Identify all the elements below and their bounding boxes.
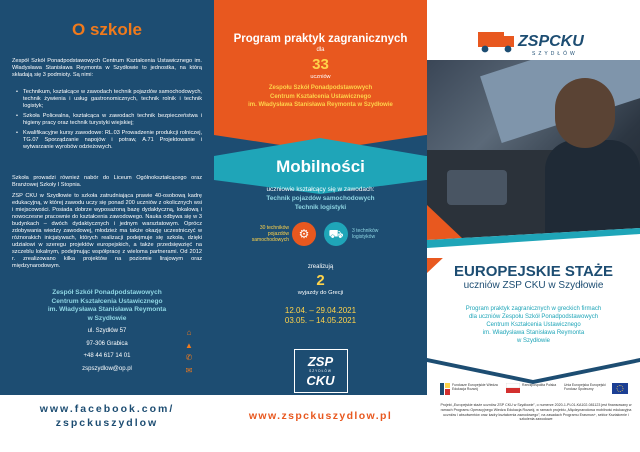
date-range: 12.04. – 29.04.2021 <box>284 306 357 315</box>
poland-flag-icon <box>506 383 520 393</box>
profession-item: Technik logistyki <box>294 203 347 211</box>
pl-logo-text: Rzeczpospolita Polska <box>522 383 557 387</box>
phone-icon: ✆ <box>185 353 193 362</box>
truck-icon <box>474 24 614 60</box>
ue-logo-text: Unia Europejska Europejski Fundusz Społeczny <box>564 383 606 391</box>
desc-line: im. Władysława Stanisława Reymonta <box>482 330 585 336</box>
contact-icons <box>184 328 196 375</box>
stat-line: samochodowych <box>251 237 289 243</box>
about-para-2: Szkoła prowadzi również nabór do Liceum Ogólnokształcącego oraz Branżowej Szkoły I Stopnia. <box>12 175 202 188</box>
program-title: Program praktyk zagranicznych <box>233 33 408 45</box>
email-line[interactable]: zspszydlow@op.pl <box>82 365 132 372</box>
stat-line: 3 techników <box>352 228 379 234</box>
ue-logo <box>564 383 630 399</box>
program-for: dla <box>316 47 325 53</box>
school-line: Centrum Kształcenia Ustawicznego <box>269 93 372 100</box>
desc-line: Centrum Kształcenia Ustawicznego <box>486 322 581 328</box>
mobility-title: Mobilności <box>276 157 365 176</box>
forklift-icon: ⛟ <box>324 222 348 246</box>
school-line: Centrum Kształcenia Ustawicznego <box>51 297 163 305</box>
cover-description <box>427 305 640 345</box>
desc-line: dla uczniów Zespołu Szkół Ponadpodstawowych <box>468 314 599 320</box>
about-intro: Zespół Szkół Ponadpodstawowych Centrum Kształcenia Ustawicznego im. Władysława Stanisława Reymonta w Szydłowie to jednostka, na którą składają się 3 podmioty. Są nimi: <box>12 58 202 78</box>
logo-cku: CKU <box>306 373 335 388</box>
location-icon: ⌂ <box>186 328 192 337</box>
school-line: im. Władysława Stanisława Reymonta <box>47 306 167 314</box>
facebook-line: zspckuszydlow <box>55 417 159 429</box>
student-count: 33 <box>312 56 329 73</box>
facebook-link[interactable] <box>0 402 214 430</box>
pl-logo <box>506 383 560 399</box>
address-line: ul. Szydłów 57 <box>87 328 127 334</box>
photo-engine-part <box>447 170 507 205</box>
teal-wave <box>427 228 640 258</box>
trips-label: wyjazdy do Grecji <box>297 290 344 296</box>
school-logo <box>294 349 348 393</box>
gears-icon: ⚙ <box>292 222 316 246</box>
about-column <box>0 0 214 395</box>
mail-icon: ✉ <box>185 365 193 375</box>
students-label: uczniów <box>310 74 331 80</box>
brand-logo <box>474 24 614 60</box>
cover-subtitle: uczniów ZSP CKU w Szydłowie <box>463 280 604 291</box>
project-note: Projekt „Europejskie staże uczniów ZSP CKU w Szydłowie”, o numerze 2020-1-PL01-KA102-081123 jest finansowany w ramach Programu Operacyjnego Wiedza Edukacja Rozwój, w ramach projektu „Międzynarodowa mobilność edukacyjna uczniów i absolwentów oraz kadry kształcenia zawodowego”, na zasadach Programu Erasmus+, sektor Kształcenie i szkolenia zawodowe <box>440 403 632 422</box>
stat-vehicle <box>214 222 320 252</box>
school-line: w Szydłowie <box>87 314 127 322</box>
mobility-band-top <box>214 138 426 156</box>
professions <box>214 195 427 212</box>
stat-line: 30 techników <box>259 225 289 231</box>
list-item: • Technikum, kształcące w zawodach technik pojazdów samochodowych, technik żywienia i usług gastronomicznych, technik rolnik i technik logistyk; <box>16 89 202 110</box>
eu-flag-icon <box>612 383 628 394</box>
brand-name: ZSPCKU <box>518 33 584 50</box>
stat-logistics-label <box>352 228 412 240</box>
school-line: im. Władysława Stanisława Reymonta w Szydłowie <box>248 102 393 108</box>
phone-line: +48 44 617 14 01 <box>83 353 131 359</box>
list-item: • Szkoła Policealna, kształcąca w zawodach technik bezpieczeństwa i higieny pracy oraz technik turystyki wiejskiej; <box>16 113 202 127</box>
program-column <box>214 0 427 395</box>
stat-logistics <box>320 222 427 252</box>
stat-vehicle-label <box>244 225 289 243</box>
home-icon: ▲ <box>185 340 193 350</box>
list-item: • Kwalifikacyjne kursy zawodowe: RL.03 Prowadzenie produkcji rolniczej, TG.07 Sporządzanie napojów i potraw, A.71 Projektowanie i wytwarzanie wyrobów odzieżowych. <box>16 130 202 151</box>
fe-logo-text: Fundusze Europejskie Wiedza Edukacja Rozwój <box>452 383 498 391</box>
learning-label: uczniowie kształcący się w zawodach: <box>266 186 375 193</box>
logo-zsp: ZSP <box>307 354 334 369</box>
about-para-3: ZSP CKU w Szydłowie to szkoła zatrudniająca prawie 40-osobową kadrę edukacyjną, w której zawodu uczy się ponad 200 uczniów z okolicznych wsi i miejscowości. Posiada dobrze wyposażoną bazę dydaktyczną, lokalową i nowoczesne pracownie do kształcenia zawodowego. Nauka odbywa się w 3 budynkach – dwóch dydaktycznych i jednym warsztatowym. Oprócz zdobywania wiedzy zawodowej, młodzież ma także okazję uczestniczyć w różnorakich inicjatywach, których realizacji podejmuje się szkoła, dzięki udziałowi w szeregu projektów europejskich, a także przedsięwzięć na szczeblu lokalnym, podejmując współpracę z wieloma partnerami. Od 2012 r. zrealizowano kilka projektów na poziomie lirajowym oraz międzynarodowym. <box>12 193 202 269</box>
postal-line: 97-306 Grabica <box>86 340 128 347</box>
fe-icon <box>440 383 450 395</box>
eu-logos <box>440 383 630 399</box>
realizes-label: zrealizują <box>307 264 334 270</box>
cover-title: EUROPEJSKIE STAŻE <box>454 263 613 280</box>
contact-info <box>0 325 214 375</box>
website-link[interactable]: www.zspckuszydlow.pl <box>248 410 393 422</box>
brand-city: SZYDŁÓW <box>532 51 578 57</box>
about-bullets <box>16 89 202 154</box>
facebook-line: www.facebook.com/ <box>39 403 175 415</box>
trip-dates <box>214 306 427 326</box>
profession-item: Technik pojazdów samochodowych <box>266 195 375 202</box>
about-title: O szkole <box>72 20 142 39</box>
date-range: 03.05. – 14.05.2021 <box>284 316 357 325</box>
photo-shirt <box>545 140 640 240</box>
school-line: Zespołu Szkół Ponadpodstawowych <box>268 85 373 91</box>
school-line: Zespół Szkół Ponadpodstawowych <box>52 289 162 296</box>
logo-city: SZYDŁÓW <box>309 369 332 373</box>
photo-person <box>555 78 615 148</box>
trips-count: 2 <box>316 272 325 289</box>
stat-line: logistyków <box>352 234 376 240</box>
fe-logo <box>440 383 500 399</box>
stat-line: pojazdów <box>267 231 289 237</box>
school-name <box>0 289 214 323</box>
desc-line: w Szydłowie <box>516 338 550 344</box>
desc-line: Program praktyk zagranicznych w greckich firmach <box>465 306 602 312</box>
program-school <box>214 84 427 110</box>
